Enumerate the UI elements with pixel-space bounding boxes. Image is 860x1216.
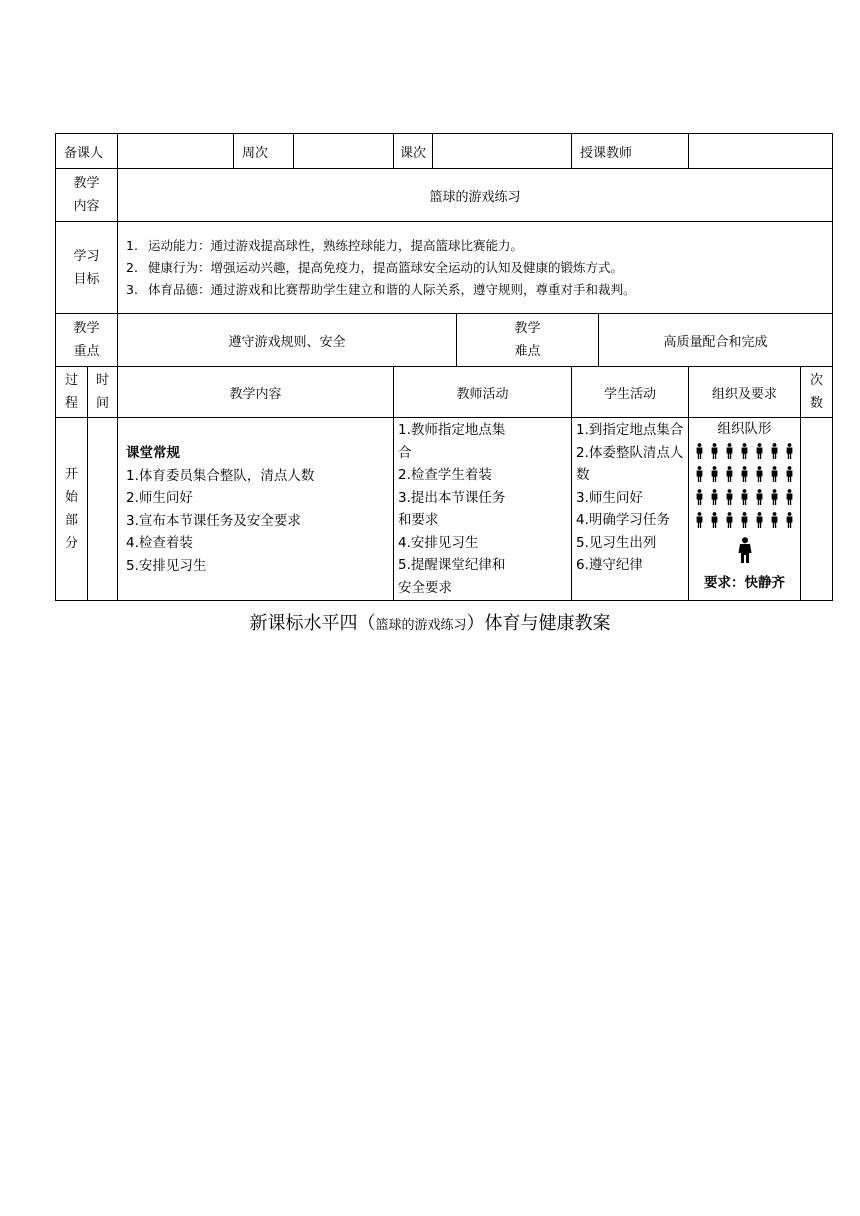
formation-requirement: 要求：快静齐 xyxy=(704,575,786,591)
list-item: 合 xyxy=(398,444,412,461)
content-title: 课堂常规 xyxy=(126,445,181,461)
difficulty-label: 教学 难点 xyxy=(457,314,599,367)
student-person-icon xyxy=(726,489,733,505)
list-item: 1.到指定地点集合 xyxy=(576,422,684,438)
objectives-label-line2: 目标 xyxy=(73,271,100,287)
list-item: 3.师生问好 xyxy=(576,489,643,506)
formation-row xyxy=(689,512,800,531)
student-person-icon xyxy=(711,512,718,528)
teacher-figure xyxy=(689,537,800,567)
student-person-icon xyxy=(771,466,778,482)
teacher-activities xyxy=(394,418,572,601)
student-person-icon xyxy=(726,466,733,482)
objective-item: 2. 健康行为：增强运动兴趣，提高免疫力，提高篮球安全运动的认知及健康的锻炼方式。 xyxy=(126,259,624,275)
list-item: 1.教师指定地点集 xyxy=(398,422,506,438)
teacher-label: 授课教师 xyxy=(572,134,689,169)
student-person-icon xyxy=(696,489,703,505)
student-person-icon xyxy=(741,443,748,459)
list-item: 4.明确学习任务 xyxy=(576,512,670,528)
student-person-icon xyxy=(771,512,778,528)
student-person-icon xyxy=(726,512,733,528)
student-person-icon xyxy=(711,489,718,505)
student-person-icon xyxy=(756,489,763,505)
list-item: 5.安排见习生 xyxy=(126,557,207,574)
student-person-icon xyxy=(786,489,793,505)
key-point-value: 遵守游戏规则、安全 xyxy=(118,314,457,367)
list-item: 5.见习生出列 xyxy=(576,534,657,551)
caption-topic: 篮球的游戏练习 xyxy=(375,618,467,633)
objective-item: 3. 体育品德：通过游戏和比赛帮助学生建立和谐的人际关系，遵守规则，尊重对手和裁判。 xyxy=(126,281,636,297)
organization-cell xyxy=(689,418,801,601)
student-person-icon xyxy=(741,512,748,528)
student-person-icon xyxy=(771,443,778,459)
objectives-label xyxy=(56,222,118,314)
teacher-person-icon xyxy=(738,537,752,563)
start-content xyxy=(118,418,394,601)
student-person-icon xyxy=(711,466,718,482)
student-activities xyxy=(572,418,689,601)
col-organization: 组织及要求 xyxy=(689,367,801,418)
content-label-line1: 教学 xyxy=(73,176,100,191)
lesson-plan-table xyxy=(55,133,833,601)
list-item: 1.体育委员集合整队，清点人数 xyxy=(126,467,315,484)
week-label: 周次 xyxy=(234,134,294,169)
col-time: 时 间 xyxy=(88,367,118,418)
preparer-label: 备课人 xyxy=(56,134,118,169)
times-value xyxy=(801,418,833,601)
col-student: 学生活动 xyxy=(572,367,689,418)
content-value: 篮球的游戏练习 xyxy=(118,169,833,222)
student-person-icon xyxy=(741,466,748,482)
teacher-value[interactable] xyxy=(689,134,833,169)
list-item: 和要求 xyxy=(398,512,439,528)
list-item: 6.遵守纪律 xyxy=(576,557,643,573)
student-person-icon xyxy=(786,512,793,528)
student-person-icon xyxy=(696,443,703,459)
formation-diagram xyxy=(689,443,800,531)
list-item: 安全要求 xyxy=(398,579,453,596)
student-person-icon xyxy=(786,443,793,459)
list-item: 5.提醒课堂纪律和 xyxy=(398,557,506,573)
lesson-value[interactable] xyxy=(433,134,572,169)
student-person-icon xyxy=(741,489,748,505)
objectives-label-line1: 学习 xyxy=(73,248,100,264)
student-person-icon xyxy=(756,443,763,459)
week-value[interactable] xyxy=(294,134,394,169)
caption-prefix: 新课标水平四（ xyxy=(249,613,376,634)
caption-suffix: ）体育与健康教案 xyxy=(466,613,611,634)
student-person-icon xyxy=(696,512,703,528)
content-label xyxy=(56,169,118,222)
formation-row xyxy=(689,443,800,462)
preparer-value[interactable] xyxy=(118,134,234,169)
formation-row xyxy=(689,466,800,485)
list-item: 4.安排见习生 xyxy=(398,534,479,551)
difficulty-value: 高质量配合和完成 xyxy=(599,314,833,367)
col-process: 过 程 xyxy=(56,367,88,418)
list-item: 数 xyxy=(576,467,590,483)
time-value xyxy=(88,418,118,601)
col-teacher: 教师活动 xyxy=(394,367,572,418)
content-label-line2: 内容 xyxy=(73,199,100,214)
col-times: 次 数 xyxy=(801,367,833,418)
formation-row xyxy=(689,489,800,508)
student-person-icon xyxy=(771,489,778,505)
list-item: 2.体委整队清点人 xyxy=(576,444,684,461)
student-person-icon xyxy=(756,466,763,482)
student-person-icon xyxy=(786,466,793,482)
student-person-icon xyxy=(696,466,703,482)
list-item: 3.宣布本节课任务及安全要求 xyxy=(126,512,301,529)
phase-start: 开 始 部 分 xyxy=(56,418,88,601)
key-point-label: 教学 重点 xyxy=(56,314,118,367)
objective-item: 1. 运动能力：通过游戏提高球性，熟练控球能力，提高篮球比赛能力。 xyxy=(126,237,524,253)
list-item: 2.检查学生着装 xyxy=(398,467,492,483)
list-item: 4.检查着装 xyxy=(126,535,193,551)
formation-title: 组织队形 xyxy=(717,421,772,437)
list-item: 2.师生问好 xyxy=(126,490,193,506)
list-item: 3.提出本节课任务 xyxy=(398,489,506,506)
objectives-list xyxy=(118,222,833,314)
student-person-icon xyxy=(711,443,718,459)
student-person-icon xyxy=(726,443,733,459)
col-content: 教学内容 xyxy=(118,367,394,418)
lesson-label: 课次 xyxy=(394,134,433,169)
student-person-icon xyxy=(756,512,763,528)
document-caption xyxy=(0,609,860,635)
